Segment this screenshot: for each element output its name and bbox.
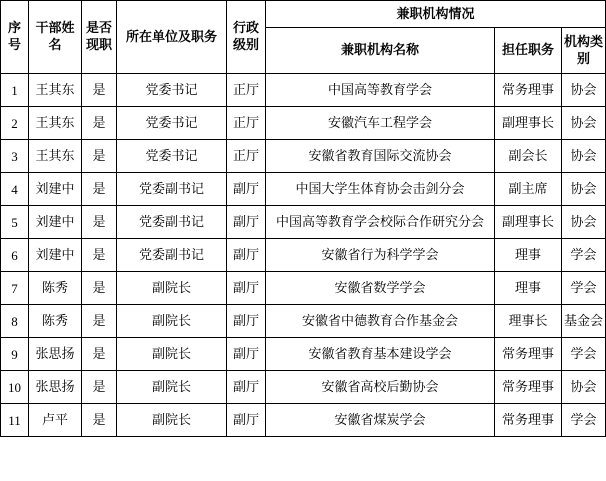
cell-current: 是	[82, 404, 117, 437]
cell-org-type: 协会	[562, 74, 606, 107]
cell-name: 刘建中	[29, 173, 82, 206]
cell-name: 陈秀	[29, 272, 82, 305]
cell-seq: 8	[1, 305, 29, 338]
cell-name: 张思扬	[29, 371, 82, 404]
cell-unit-position: 副院长	[117, 305, 227, 338]
cell-name: 陈秀	[29, 305, 82, 338]
cell-org-name: 安徽省教育国际交流协会	[266, 140, 495, 173]
cell-seq: 5	[1, 206, 29, 239]
cell-admin-level: 副厅	[227, 239, 266, 272]
cell-unit-position: 副院长	[117, 338, 227, 371]
cell-org-name: 安徽省行为科学学会	[266, 239, 495, 272]
cell-org-type: 协会	[562, 107, 606, 140]
cell-org-type: 协会	[562, 371, 606, 404]
table-row	[1, 140, 606, 173]
cell-admin-level: 副厅	[227, 371, 266, 404]
table-row	[1, 173, 606, 206]
cell-current: 是	[82, 206, 117, 239]
cell-current: 是	[82, 173, 117, 206]
cell-current: 是	[82, 107, 117, 140]
table-row	[1, 239, 606, 272]
table-row	[1, 107, 606, 140]
table-row	[1, 404, 606, 437]
header-org-name: 兼职机构名称	[266, 28, 495, 74]
table-row	[1, 338, 606, 371]
cell-org-type: 学会	[562, 272, 606, 305]
cell-org-name: 安徽省数学学会	[266, 272, 495, 305]
cell-org-type: 学会	[562, 338, 606, 371]
cell-org-type: 协会	[562, 173, 606, 206]
cell-admin-level: 副厅	[227, 206, 266, 239]
cell-current: 是	[82, 74, 117, 107]
cell-current: 是	[82, 338, 117, 371]
cell-role: 常务理事	[495, 338, 562, 371]
header-unit-position: 所在单位及职务	[117, 1, 227, 74]
table-row	[1, 305, 606, 338]
cell-seq: 4	[1, 173, 29, 206]
cell-org-name: 中国大学生体育协会击剑分会	[266, 173, 495, 206]
header-org-type: 机构类别	[562, 28, 606, 74]
cell-unit-position: 党委副书记	[117, 206, 227, 239]
cell-current: 是	[82, 305, 117, 338]
table-body	[1, 74, 606, 437]
cell-org-name: 安徽省教育基本建设学会	[266, 338, 495, 371]
header-admin-level: 行政级别	[227, 1, 266, 74]
cell-name: 刘建中	[29, 239, 82, 272]
cell-admin-level: 正厅	[227, 74, 266, 107]
cell-seq: 1	[1, 74, 29, 107]
cell-seq: 10	[1, 371, 29, 404]
cell-org-type: 协会	[562, 206, 606, 239]
cell-org-type: 协会	[562, 140, 606, 173]
cell-org-name: 安徽汽车工程学会	[266, 107, 495, 140]
cell-admin-level: 副厅	[227, 338, 266, 371]
cell-seq: 2	[1, 107, 29, 140]
cell-name: 王其东	[29, 107, 82, 140]
cell-admin-level: 副厅	[227, 305, 266, 338]
header-name: 干部姓名	[29, 1, 82, 74]
table-row	[1, 371, 606, 404]
cell-seq: 7	[1, 272, 29, 305]
cell-name: 张思扬	[29, 338, 82, 371]
cell-name: 王其东	[29, 74, 82, 107]
table-row	[1, 74, 606, 107]
cell-org-type: 基金会	[562, 305, 606, 338]
cell-unit-position: 党委书记	[117, 107, 227, 140]
cell-org-type: 学会	[562, 404, 606, 437]
cell-current: 是	[82, 239, 117, 272]
cell-unit-position: 副院长	[117, 371, 227, 404]
table-row	[1, 206, 606, 239]
cell-org-name: 安徽省煤炭学会	[266, 404, 495, 437]
cell-role: 副理事长	[495, 206, 562, 239]
cell-unit-position: 副院长	[117, 404, 227, 437]
cell-current: 是	[82, 371, 117, 404]
header-role: 担任职务	[495, 28, 562, 74]
cell-role: 理事	[495, 239, 562, 272]
cell-role: 副会长	[495, 140, 562, 173]
header-current: 是否现职	[82, 1, 117, 74]
cell-unit-position: 党委副书记	[117, 239, 227, 272]
cell-org-type: 学会	[562, 239, 606, 272]
cell-seq: 9	[1, 338, 29, 371]
cell-name: 刘建中	[29, 206, 82, 239]
table-row	[1, 272, 606, 305]
cell-current: 是	[82, 140, 117, 173]
cell-unit-position: 党委书记	[117, 74, 227, 107]
cell-current: 是	[82, 272, 117, 305]
cell-seq: 6	[1, 239, 29, 272]
cell-admin-level: 正厅	[227, 107, 266, 140]
cell-admin-level: 副厅	[227, 404, 266, 437]
cell-unit-position: 党委副书记	[117, 173, 227, 206]
cell-unit-position: 党委书记	[117, 140, 227, 173]
cell-role: 常务理事	[495, 404, 562, 437]
cell-admin-level: 副厅	[227, 272, 266, 305]
header-concurrent-group: 兼职机构情况	[266, 1, 606, 28]
header-row-1	[1, 1, 606, 28]
cell-org-name: 安徽省中德教育合作基金会	[266, 305, 495, 338]
cell-org-name: 安徽省高校后勤协会	[266, 371, 495, 404]
cell-unit-position: 副院长	[117, 272, 227, 305]
cell-org-name: 中国高等教育学会	[266, 74, 495, 107]
cell-role: 理事长	[495, 305, 562, 338]
header-seq: 序号	[1, 1, 29, 74]
cell-role: 副理事长	[495, 107, 562, 140]
cell-seq: 3	[1, 140, 29, 173]
cell-admin-level: 正厅	[227, 140, 266, 173]
cell-seq: 11	[1, 404, 29, 437]
cell-role: 副主席	[495, 173, 562, 206]
cell-role: 理事	[495, 272, 562, 305]
cell-role: 常务理事	[495, 74, 562, 107]
cell-role: 常务理事	[495, 371, 562, 404]
cell-name: 王其东	[29, 140, 82, 173]
cell-admin-level: 副厅	[227, 173, 266, 206]
cell-name: 卢平	[29, 404, 82, 437]
cell-org-name: 中国高等教育学会校际合作研究分会	[266, 206, 495, 239]
